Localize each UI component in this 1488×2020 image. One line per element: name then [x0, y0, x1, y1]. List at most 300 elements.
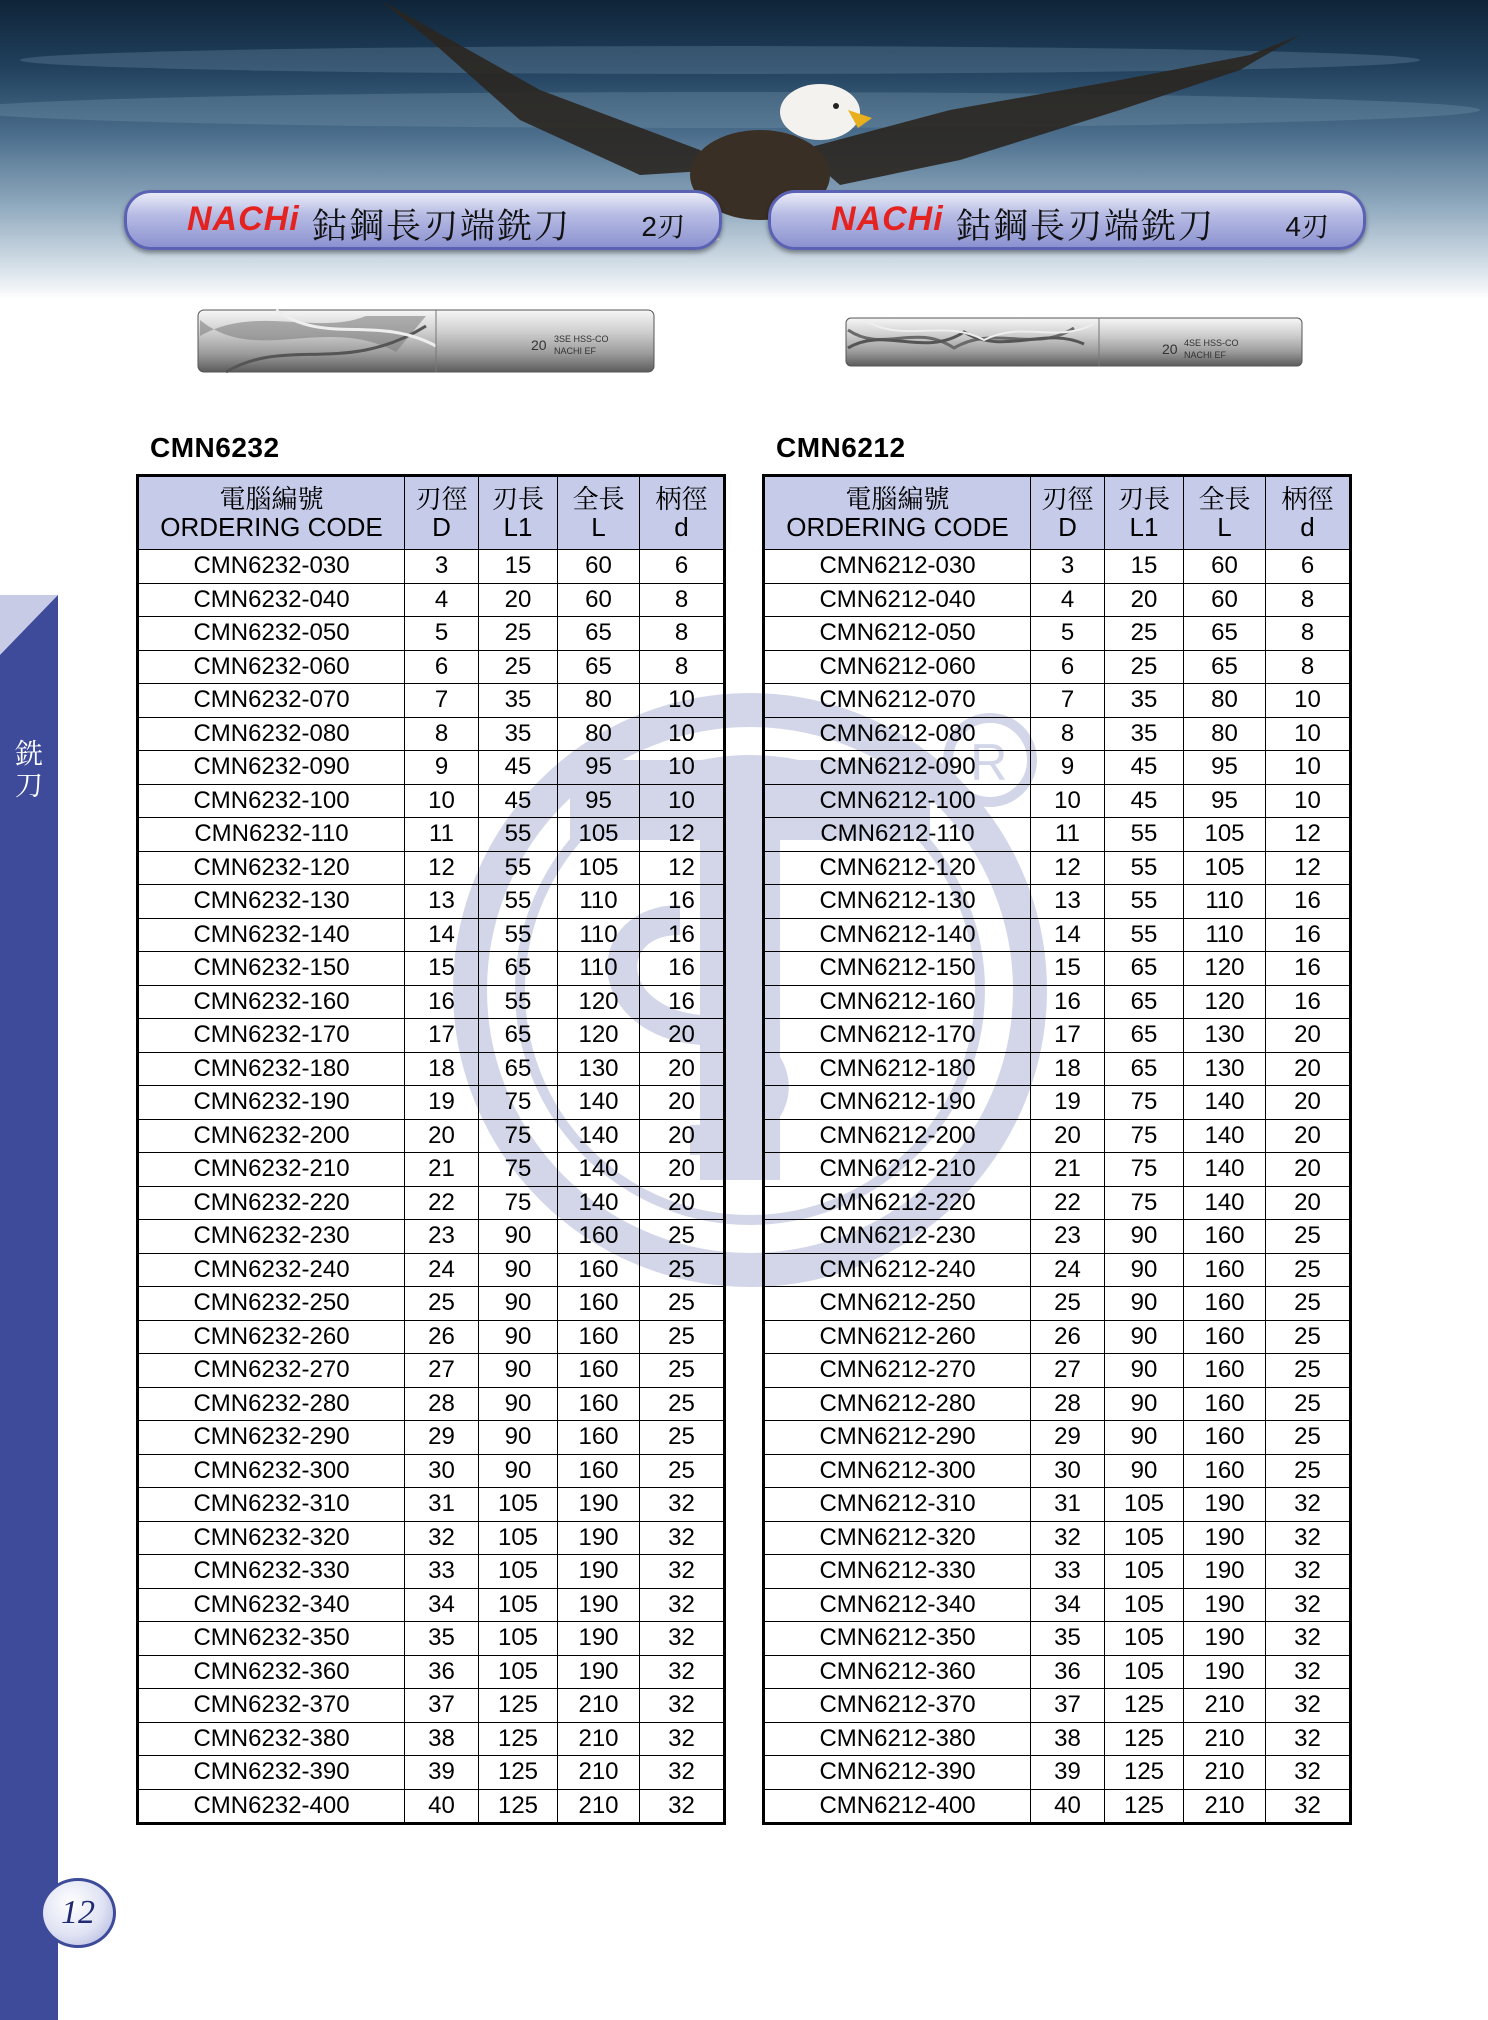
col-header-overall-length: 全長 L — [1184, 476, 1266, 550]
overall-length-cell: 160 — [1184, 1220, 1266, 1254]
flute-length-cell: 65 — [1105, 1019, 1184, 1053]
table-row — [138, 1320, 725, 1354]
overall-length-cell: 190 — [558, 1588, 640, 1622]
ordering-code-cell: CMN6212-030 — [764, 550, 1031, 584]
shank-diameter-cell: 32 — [640, 1789, 725, 1824]
flute-length-cell: 25 — [1105, 650, 1184, 684]
col-header-shank-diameter: 柄徑 d — [1266, 476, 1351, 550]
table-row — [138, 1722, 725, 1756]
shank-diameter-cell: 32 — [640, 1622, 725, 1656]
overall-length-cell: 105 — [558, 818, 640, 852]
flute-length-cell: 90 — [479, 1454, 558, 1488]
diameter-cell: 39 — [405, 1756, 479, 1790]
shank-diameter-cell: 32 — [1266, 1655, 1351, 1689]
table-row — [764, 818, 1351, 852]
shank-diameter-cell: 32 — [640, 1689, 725, 1723]
overall-length-cell: 80 — [1184, 684, 1266, 718]
section-label: 銑刀 — [14, 738, 43, 801]
shank-diameter-cell: 20 — [640, 1119, 725, 1153]
col-header-diameter: 刃徑 D — [405, 476, 479, 550]
shank-diameter-cell: 16 — [640, 985, 725, 1019]
table-row — [764, 1354, 1351, 1388]
flute-length-cell: 125 — [479, 1689, 558, 1723]
table-row — [138, 1287, 725, 1321]
ordering-code-cell: CMN6232-270 — [138, 1354, 405, 1388]
flute-length-cell: 75 — [1105, 1153, 1184, 1187]
diameter-cell: 3 — [405, 550, 479, 584]
table-row — [138, 717, 725, 751]
diameter-cell: 5 — [1031, 617, 1105, 651]
overall-length-cell: 190 — [1184, 1521, 1266, 1555]
overall-length-cell: 210 — [558, 1689, 640, 1723]
overall-length-cell: 210 — [1184, 1756, 1266, 1790]
ordering-code-cell: CMN6232-100 — [138, 784, 405, 818]
table-row — [138, 1220, 725, 1254]
overall-length-cell: 160 — [558, 1354, 640, 1388]
diameter-cell: 13 — [405, 885, 479, 919]
table-row — [138, 1555, 725, 1589]
flute-length-cell: 20 — [1105, 583, 1184, 617]
overall-length-cell: 60 — [1184, 550, 1266, 584]
shank-diameter-cell: 16 — [640, 885, 725, 919]
eagle-image — [0, 0, 1488, 300]
flute-length-cell: 45 — [479, 784, 558, 818]
col-header-ordering-code: 電腦編號 ORDERING CODE — [764, 476, 1031, 550]
shank-diameter-cell: 20 — [1266, 1153, 1351, 1187]
series-title-pill-2-flute — [124, 190, 722, 250]
table-row — [138, 1086, 725, 1120]
flute-length-cell: 90 — [1105, 1421, 1184, 1455]
ordering-code-cell: CMN6212-040 — [764, 583, 1031, 617]
flute-length-cell: 125 — [479, 1756, 558, 1790]
shank-diameter-cell: 25 — [1266, 1320, 1351, 1354]
flute-length-cell: 75 — [479, 1153, 558, 1187]
overall-length-cell: 160 — [558, 1421, 640, 1455]
overall-length-cell: 210 — [558, 1722, 640, 1756]
ordering-code-cell: CMN6232-380 — [138, 1722, 405, 1756]
table-row — [764, 1019, 1351, 1053]
flute-length-cell: 15 — [479, 550, 558, 584]
overall-length-cell: 80 — [558, 717, 640, 751]
overall-length-cell: 160 — [1184, 1354, 1266, 1388]
flute-length-cell: 105 — [1105, 1588, 1184, 1622]
shank-diameter-cell: 6 — [1266, 550, 1351, 584]
end-mill-4-flute-image — [844, 314, 1306, 370]
table-row — [138, 650, 725, 684]
flute-length-cell: 125 — [1105, 1789, 1184, 1824]
diameter-cell: 25 — [405, 1287, 479, 1321]
col-header-shank-diameter: 柄徑 d — [640, 476, 725, 550]
shank-diameter-cell: 32 — [640, 1555, 725, 1589]
flute-length-cell: 65 — [479, 1052, 558, 1086]
ordering-code-cell: CMN6212-240 — [764, 1253, 1031, 1287]
ordering-code-cell: CMN6212-350 — [764, 1622, 1031, 1656]
shank-diameter-cell: 8 — [640, 650, 725, 684]
flute-length-cell: 65 — [1105, 985, 1184, 1019]
diameter-cell: 18 — [405, 1052, 479, 1086]
ordering-code-cell: CMN6232-310 — [138, 1488, 405, 1522]
overall-length-cell: 160 — [558, 1387, 640, 1421]
overall-length-cell: 160 — [1184, 1320, 1266, 1354]
table-row — [764, 1421, 1351, 1455]
diameter-cell: 33 — [1031, 1555, 1105, 1589]
table-row — [138, 1153, 725, 1187]
flute-length-cell: 105 — [1105, 1521, 1184, 1555]
diameter-cell: 16 — [405, 985, 479, 1019]
overall-length-cell: 95 — [1184, 751, 1266, 785]
table-row — [138, 1756, 725, 1790]
overall-length-cell: 190 — [1184, 1622, 1266, 1656]
table-row — [138, 818, 725, 852]
diameter-cell: 12 — [405, 851, 479, 885]
diameter-cell: 38 — [405, 1722, 479, 1756]
flute-length-cell: 55 — [1105, 918, 1184, 952]
shank-diameter-cell: 16 — [640, 918, 725, 952]
ordering-code-cell: CMN6232-300 — [138, 1454, 405, 1488]
diameter-cell: 40 — [405, 1789, 479, 1824]
overall-length-cell: 95 — [558, 784, 640, 818]
ordering-code-cell: CMN6212-110 — [764, 818, 1031, 852]
overall-length-cell: 110 — [558, 952, 640, 986]
flute-length-cell: 65 — [1105, 952, 1184, 986]
diameter-cell: 3 — [1031, 550, 1105, 584]
flute-length-cell: 90 — [1105, 1287, 1184, 1321]
tool-marking: NACHI EF — [554, 346, 597, 356]
shank-diameter-cell: 8 — [640, 583, 725, 617]
diameter-cell: 29 — [405, 1421, 479, 1455]
ordering-code-cell: CMN6212-190 — [764, 1086, 1031, 1120]
ordering-code-cell: CMN6232-060 — [138, 650, 405, 684]
overall-length-cell: 130 — [1184, 1052, 1266, 1086]
table-row — [764, 1622, 1351, 1656]
overall-length-cell: 105 — [1184, 851, 1266, 885]
flute-length-cell: 125 — [479, 1789, 558, 1824]
diameter-cell: 6 — [1031, 650, 1105, 684]
table-row — [138, 1521, 725, 1555]
flute-length-cell: 45 — [1105, 784, 1184, 818]
overall-length-cell: 190 — [1184, 1588, 1266, 1622]
diameter-cell: 21 — [1031, 1153, 1105, 1187]
ordering-code-cell: CMN6232-050 — [138, 617, 405, 651]
ordering-code-cell: CMN6212-070 — [764, 684, 1031, 718]
table-row — [764, 851, 1351, 885]
overall-length-cell: 190 — [558, 1488, 640, 1522]
table-row — [764, 1488, 1351, 1522]
spec-table-cmn6212 — [762, 474, 1352, 1825]
overall-length-cell: 130 — [558, 1052, 640, 1086]
shank-diameter-cell: 20 — [1266, 1052, 1351, 1086]
table-row — [138, 1454, 725, 1488]
overall-length-cell: 190 — [1184, 1655, 1266, 1689]
shank-diameter-cell: 25 — [1266, 1387, 1351, 1421]
ordering-code-cell: CMN6212-210 — [764, 1153, 1031, 1187]
ordering-code-cell: CMN6212-280 — [764, 1387, 1031, 1421]
diameter-cell: 14 — [1031, 918, 1105, 952]
overall-length-cell: 190 — [558, 1521, 640, 1555]
table-row — [764, 751, 1351, 785]
tool-marking: NACHI EF — [1184, 350, 1227, 360]
diameter-cell: 10 — [405, 784, 479, 818]
ordering-code-cell: CMN6232-280 — [138, 1387, 405, 1421]
overall-length-cell: 190 — [1184, 1488, 1266, 1522]
flute-length-cell: 15 — [1105, 550, 1184, 584]
overall-length-cell: 120 — [558, 985, 640, 1019]
shank-diameter-cell: 10 — [640, 684, 725, 718]
shank-diameter-cell: 12 — [640, 818, 725, 852]
shank-diameter-cell: 25 — [640, 1320, 725, 1354]
overall-length-cell: 140 — [1184, 1186, 1266, 1220]
flute-length-cell: 65 — [1105, 1052, 1184, 1086]
table-row — [764, 1086, 1351, 1120]
flute-count: 4刃 — [1285, 211, 1329, 242]
sidebar — [0, 595, 58, 2020]
flute-length-cell: 105 — [479, 1655, 558, 1689]
sidebar-corner — [0, 595, 58, 655]
flute-length-cell: 90 — [1105, 1320, 1184, 1354]
table-row — [764, 1756, 1351, 1790]
shank-diameter-cell: 32 — [1266, 1689, 1351, 1723]
series-code-title: CMN6232 — [150, 432, 280, 463]
diameter-cell: 7 — [405, 684, 479, 718]
flute-length-cell: 125 — [1105, 1689, 1184, 1723]
overall-length-cell: 80 — [1184, 717, 1266, 751]
ordering-code-cell: CMN6232-080 — [138, 717, 405, 751]
ordering-code-cell: CMN6232-070 — [138, 684, 405, 718]
flute-length-cell: 105 — [479, 1521, 558, 1555]
flute-length-cell: 75 — [479, 1186, 558, 1220]
table-row — [138, 1488, 725, 1522]
flute-length-cell: 75 — [1105, 1186, 1184, 1220]
diameter-cell: 21 — [405, 1153, 479, 1187]
ordering-code-cell: CMN6212-200 — [764, 1119, 1031, 1153]
shank-diameter-cell: 25 — [640, 1421, 725, 1455]
table-row — [764, 1153, 1351, 1187]
table-row — [764, 885, 1351, 919]
diameter-cell: 22 — [1031, 1186, 1105, 1220]
ordering-code-cell: CMN6212-320 — [764, 1521, 1031, 1555]
ordering-code-cell: CMN6232-120 — [138, 851, 405, 885]
diameter-cell: 28 — [405, 1387, 479, 1421]
table-row — [764, 1521, 1351, 1555]
shank-diameter-cell: 25 — [1266, 1220, 1351, 1254]
ordering-code-cell: CMN6212-220 — [764, 1186, 1031, 1220]
overall-length-cell: 105 — [558, 851, 640, 885]
diameter-cell: 19 — [405, 1086, 479, 1120]
flute-length-cell: 125 — [479, 1722, 558, 1756]
flute-count: 2刃 — [641, 211, 685, 242]
flute-length-cell: 55 — [479, 818, 558, 852]
ordering-code-cell: CMN6232-030 — [138, 550, 405, 584]
flute-length-cell: 55 — [1105, 818, 1184, 852]
table-row — [764, 583, 1351, 617]
overall-length-cell: 160 — [558, 1454, 640, 1488]
flute-length-cell: 55 — [1105, 851, 1184, 885]
shank-diameter-cell: 20 — [640, 1086, 725, 1120]
ordering-code-cell: CMN6212-050 — [764, 617, 1031, 651]
shank-diameter-cell: 20 — [640, 1186, 725, 1220]
table-row — [764, 1320, 1351, 1354]
flute-length-cell: 35 — [1105, 717, 1184, 751]
overall-length-cell: 190 — [1184, 1555, 1266, 1589]
flute-length-cell: 90 — [1105, 1454, 1184, 1488]
diameter-cell: 32 — [1031, 1521, 1105, 1555]
overall-length-cell: 140 — [558, 1186, 640, 1220]
flute-length-cell: 75 — [1105, 1086, 1184, 1120]
tool-size-mark: 20 — [531, 337, 547, 353]
diameter-cell: 36 — [1031, 1655, 1105, 1689]
flute-length-cell: 90 — [479, 1354, 558, 1388]
ordering-code-cell: CMN6232-260 — [138, 1320, 405, 1354]
flute-length-cell: 35 — [479, 684, 558, 718]
overall-length-cell: 120 — [1184, 952, 1266, 986]
flute-length-cell: 55 — [1105, 885, 1184, 919]
diameter-cell: 15 — [405, 952, 479, 986]
table-row — [138, 851, 725, 885]
flute-length-cell: 90 — [1105, 1387, 1184, 1421]
table-row — [764, 784, 1351, 818]
ordering-code-cell: CMN6232-240 — [138, 1253, 405, 1287]
ordering-code-cell: CMN6212-340 — [764, 1588, 1031, 1622]
table-row — [138, 1622, 725, 1656]
table-row — [764, 1454, 1351, 1488]
diameter-cell: 30 — [405, 1454, 479, 1488]
shank-diameter-cell: 8 — [1266, 650, 1351, 684]
overall-length-cell: 120 — [558, 1019, 640, 1053]
ordering-code-cell: CMN6232-360 — [138, 1655, 405, 1689]
table-row — [764, 550, 1351, 584]
ordering-code-cell: CMN6212-120 — [764, 851, 1031, 885]
flute-length-cell: 75 — [479, 1119, 558, 1153]
diameter-cell: 10 — [1031, 784, 1105, 818]
diameter-cell: 17 — [405, 1019, 479, 1053]
ordering-code-cell: CMN6232-130 — [138, 885, 405, 919]
ordering-code-cell: CMN6212-300 — [764, 1454, 1031, 1488]
overall-length-cell: 210 — [1184, 1789, 1266, 1824]
shank-diameter-cell: 25 — [1266, 1454, 1351, 1488]
ordering-code-cell: CMN6232-110 — [138, 818, 405, 852]
table-row — [138, 751, 725, 785]
shank-diameter-cell: 20 — [640, 1052, 725, 1086]
table-row — [764, 650, 1351, 684]
ordering-code-cell: CMN6212-260 — [764, 1320, 1031, 1354]
overall-length-cell: 160 — [1184, 1253, 1266, 1287]
shank-diameter-cell: 10 — [1266, 784, 1351, 818]
ordering-code-cell: CMN6212-380 — [764, 1722, 1031, 1756]
flute-length-cell: 105 — [1105, 1655, 1184, 1689]
diameter-cell: 19 — [1031, 1086, 1105, 1120]
ordering-code-cell: CMN6212-400 — [764, 1789, 1031, 1824]
flute-length-cell: 65 — [479, 952, 558, 986]
shank-diameter-cell: 25 — [640, 1354, 725, 1388]
shank-diameter-cell: 32 — [640, 1588, 725, 1622]
ordering-code-cell: CMN6232-200 — [138, 1119, 405, 1153]
table-row — [138, 1421, 725, 1455]
ordering-code-cell: CMN6232-290 — [138, 1421, 405, 1455]
series-title-pill-4-flute — [768, 190, 1366, 250]
diameter-cell: 27 — [405, 1354, 479, 1388]
flute-length-cell: 35 — [479, 717, 558, 751]
shank-diameter-cell: 25 — [640, 1287, 725, 1321]
ordering-code-cell: CMN6212-090 — [764, 751, 1031, 785]
shank-diameter-cell: 32 — [1266, 1622, 1351, 1656]
ordering-code-cell: CMN6232-210 — [138, 1153, 405, 1187]
table-row — [138, 1387, 725, 1421]
flute-length-cell: 105 — [1105, 1488, 1184, 1522]
diameter-cell: 13 — [1031, 885, 1105, 919]
col-header-flute-length: 刃長 L1 — [479, 476, 558, 550]
flute-length-cell: 90 — [1105, 1354, 1184, 1388]
table-row — [138, 617, 725, 651]
table-row — [138, 1019, 725, 1053]
overall-length-cell: 65 — [558, 650, 640, 684]
overall-length-cell: 160 — [1184, 1454, 1266, 1488]
ordering-code-cell: CMN6232-370 — [138, 1689, 405, 1723]
flute-length-cell: 25 — [1105, 617, 1184, 651]
flute-length-cell: 105 — [1105, 1622, 1184, 1656]
ordering-code-cell: CMN6212-170 — [764, 1019, 1031, 1053]
table-row — [138, 1655, 725, 1689]
diameter-cell: 38 — [1031, 1722, 1105, 1756]
shank-diameter-cell: 25 — [640, 1387, 725, 1421]
flute-length-cell: 75 — [479, 1086, 558, 1120]
diameter-cell: 18 — [1031, 1052, 1105, 1086]
flute-length-cell: 90 — [479, 1220, 558, 1254]
overall-length-cell: 160 — [558, 1287, 640, 1321]
flute-length-cell: 90 — [479, 1320, 558, 1354]
flute-length-cell: 55 — [479, 918, 558, 952]
diameter-cell: 37 — [405, 1689, 479, 1723]
series-code-title: CMN6212 — [776, 432, 906, 463]
diameter-cell: 9 — [405, 751, 479, 785]
flute-length-cell: 25 — [479, 617, 558, 651]
ordering-code-cell: CMN6232-090 — [138, 751, 405, 785]
shank-diameter-cell: 25 — [640, 1253, 725, 1287]
shank-diameter-cell: 25 — [1266, 1253, 1351, 1287]
overall-length-cell: 160 — [558, 1253, 640, 1287]
table-row — [138, 952, 725, 986]
ordering-code-cell: CMN6212-100 — [764, 784, 1031, 818]
flute-length-cell: 105 — [479, 1588, 558, 1622]
diameter-cell: 23 — [1031, 1220, 1105, 1254]
diameter-cell: 15 — [1031, 952, 1105, 986]
shank-diameter-cell: 32 — [1266, 1521, 1351, 1555]
table-row — [138, 1119, 725, 1153]
ordering-code-cell: CMN6232-320 — [138, 1521, 405, 1555]
svg-text:R: R — [970, 734, 1008, 792]
ordering-code-cell: CMN6212-390 — [764, 1756, 1031, 1790]
overall-length-cell: 190 — [558, 1622, 640, 1656]
flute-length-cell: 105 — [1105, 1555, 1184, 1589]
col-header-flute-length: 刃長 L1 — [1105, 476, 1184, 550]
end-mill-2-flute-image — [196, 306, 658, 376]
nachi-logo: NACHi — [187, 200, 300, 238]
diameter-cell: 6 — [405, 650, 479, 684]
diameter-cell: 24 — [405, 1253, 479, 1287]
diameter-cell: 26 — [405, 1320, 479, 1354]
overall-length-cell: 140 — [1184, 1119, 1266, 1153]
diameter-cell: 4 — [1031, 583, 1105, 617]
flute-length-cell: 105 — [479, 1488, 558, 1522]
flute-length-cell: 90 — [479, 1253, 558, 1287]
shank-diameter-cell: 16 — [1266, 952, 1351, 986]
diameter-cell: 37 — [1031, 1689, 1105, 1723]
ordering-code-cell: CMN6212-250 — [764, 1287, 1031, 1321]
overall-length-cell: 160 — [558, 1220, 640, 1254]
diameter-cell: 17 — [1031, 1019, 1105, 1053]
shank-diameter-cell: 32 — [1266, 1722, 1351, 1756]
shank-diameter-cell: 25 — [640, 1454, 725, 1488]
diameter-cell: 33 — [405, 1555, 479, 1589]
